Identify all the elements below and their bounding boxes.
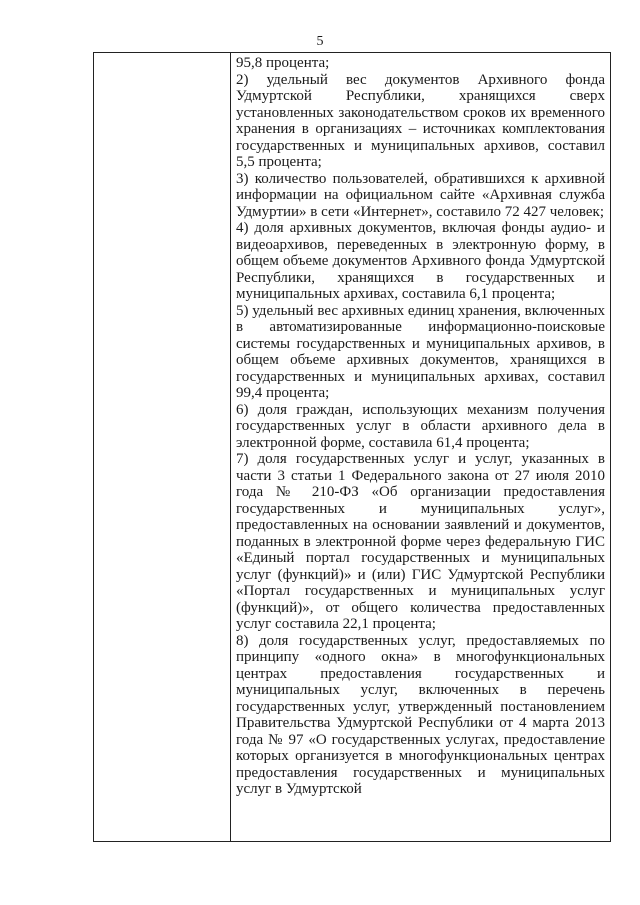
- paragraph-item-4: 4) доля архивных документов, включая фонды аудио- и видеоархивов, переведенных в электронную форму, в общем объеме документов Архивного фонда Удмуртской Республики, хранящихся в государственных и муниципальных архивах, составила 6,1 процента;: [236, 220, 605, 302]
- paragraph-item-8: 8) доля государственных услуг, предоставляемых по принципу «одного окна» в многофункциональных центрах предоставления государственных и муниципальных услуг, включенных в перечень государственных услуг, утвержденный постановлением Правительства Удмуртской Республики от 4 марта 2013 года № 97 «О государственных услугах, предоставление которых организуется в многофункциональных центрах предоставления государственных и муниципальных услуг в Удмуртской: [236, 632, 605, 797]
- page-number: 5: [316, 34, 324, 49]
- table-right-cell: [231, 53, 610, 841]
- paragraph-item-7: 7) доля государственных услуг и услуг, указанных в части 3 статьи 1 Федерального закона от 27 июля 2010 года № 210-ФЗ «Об организации предоставления государственных и муниципальных услуг», предоставленных на основании заявлений и документов, поданных в электронной форме через федеральную ГИС «Единый портал государственных и муниципальных услуг (функций)» и (или) ГИС Удмуртской Республики «Портал государственных и муниципальных услуг (функций)», от общего количества предоставленных услуг составила 22,1 процента;: [236, 451, 605, 632]
- paragraph-item-3: 3) количество пользователей, обратившихся к архивной информации на официальном сайте «Архивная служба Удмуртии» в сети «Интернет», составило 72 427 человек;: [236, 170, 605, 220]
- table-left-cell: [94, 53, 231, 841]
- paragraph-continuation: 95,8 процента;: [236, 55, 330, 71]
- paragraph-item-6: 6) доля граждан, использующих механизм получения государственных услуг в области архивного дела в электронной форме, составила 61,4 процента;: [236, 401, 605, 451]
- document-table: [93, 52, 611, 842]
- paragraph-item-5: 5) удельный вес архивных единиц хранения, включенных в автоматизированные информационно-поисковые системы государственных и муниципальных архивов, в общем объеме архивных документов, хранящихся в государственных и муниципальных архивах, составил 99,4 процента;: [236, 302, 605, 401]
- paragraph-item-2: 2) удельный вес документов Архивного фонда Удмуртской Республики, хранящихся сверх установленных законодательством сроков их временного хранения в организациях – источниках комплектования государственных и муниципальных архивов, составил 5,5 процента;: [236, 71, 605, 170]
